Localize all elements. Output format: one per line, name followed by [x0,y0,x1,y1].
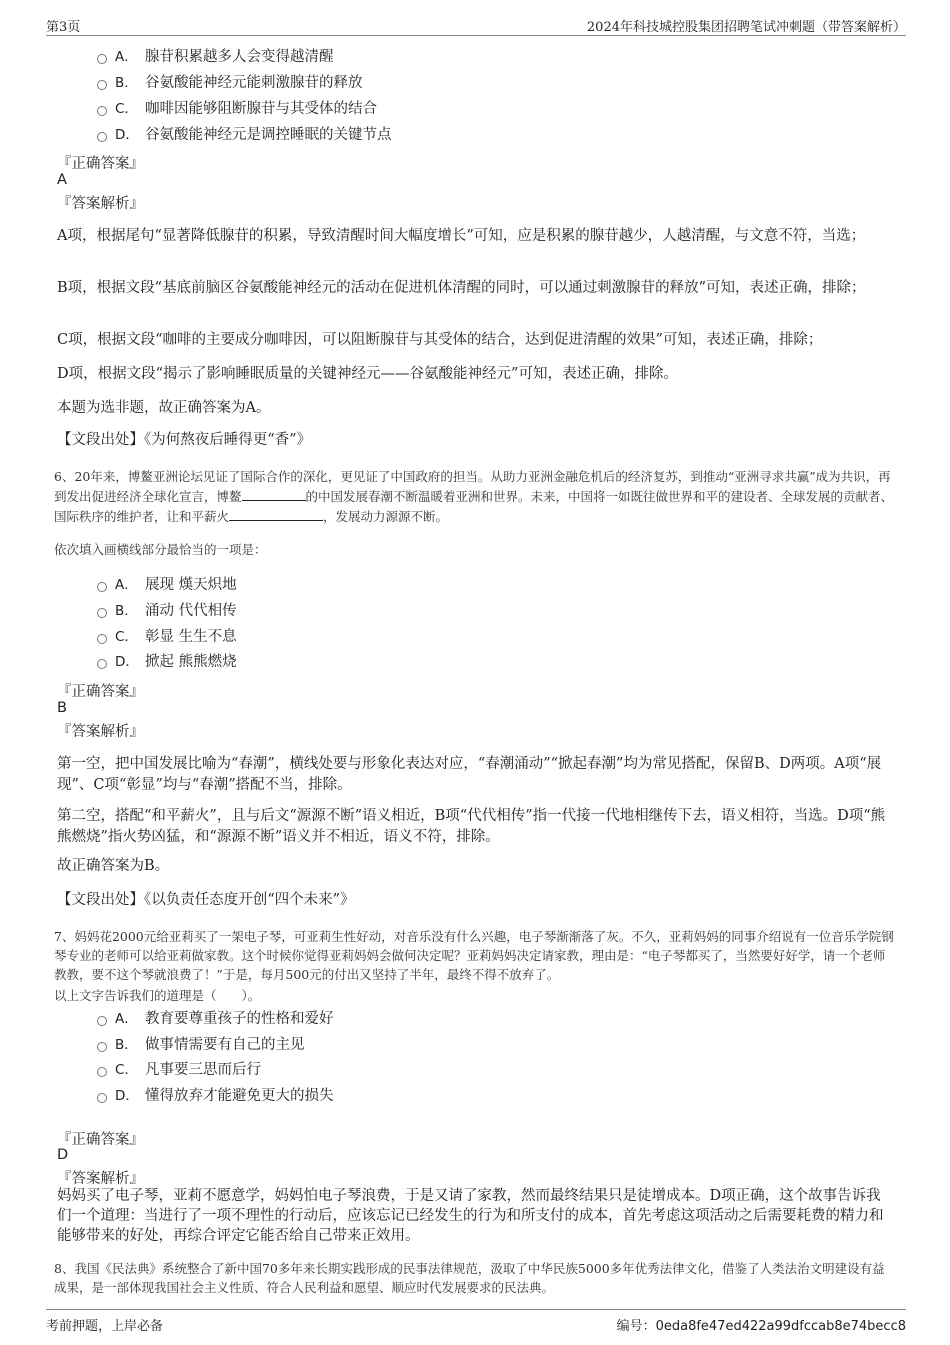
q6-answer: B [57,700,67,716]
radio-icon[interactable] [97,582,107,592]
radio-icon[interactable] [97,1042,107,1052]
q5-option-a[interactable]: A． 腺苷积累越多人会变得越清醒 [97,46,334,68]
radio-icon[interactable] [97,54,107,64]
q7-prompt: 以上文字告诉我们的道理是（ ）。 [54,988,261,1003]
q6-option-a[interactable]: A． 展现 熯天炽地 [97,574,237,596]
q7-option-a[interactable]: A． 教育要尊重孩子的性格和爱好 [97,1008,334,1030]
q7-option-c[interactable]: C． 凡事要三思而后行 [97,1059,261,1081]
footer-motto: 考前押题，上岸必备 [46,1319,164,1334]
q5-option-b[interactable]: B． 谷氨酸能神经元能刺激腺苷的释放 [97,72,363,94]
q5-analysis-c: C项，根据文段“咖啡的主要成分咖啡因，可以阻断腺苷与其受体的结合，达到促进清醒的效果”可知，表述正确，排除； [57,332,823,348]
radio-icon[interactable] [97,634,107,644]
q6-option-c[interactable]: C． 彰显 生生不息 [97,626,237,648]
q5-option-c[interactable]: C． 咖啡因能够阻断腺苷与其受体的结合 [97,98,377,120]
q8-stem: 8、我国《民法典》系统整合了新中国70多年来长期实践形成的民事法律规范，汲取了中华民族5000多年优秀法律文化，借鉴了人类法治文明建设有益成果，是一部体现我国社会主义性质、符合人民利益和愿望、顺应时代发展要求的民法典。 [54,1261,885,1295]
q7-answer-label: 『正确答案』 [57,1132,144,1148]
q7-analysis-label: 『答案解析』 [57,1171,144,1187]
q5-answer: A [57,172,67,188]
q6-conclusion: 故正确答案为B。 [57,858,170,874]
q5-analysis-a: A项，根据尾句“显著降低腺苷的积累，导致清醒时间大幅度增长”可知，应是积累的腺苷越少，人越清醒，与文意不符，当选； [57,228,866,244]
q5-answer-label: 『正确答案』 [57,156,144,172]
q5-analysis-label: 『答案解析』 [57,196,144,212]
page-header [0,0,950,36]
radio-icon[interactable] [97,80,107,90]
q5-analysis-d: D项，根据文段“揭示了影响睡眠质量的关键神经元——谷氨酸能神经元”可知，表述正确，排除。 [57,366,678,382]
q7-option-b[interactable]: B． 做事情需要有自己的主见 [97,1034,305,1056]
q7-answer: D [57,1147,69,1163]
q6-source: 【文段出处】《以负责任态度开创“四个未来”》 [57,892,355,908]
q7-analysis: 妈妈买了电子琴，亚莉不愿意学，妈妈怕电子琴浪费，于是又请了家教，然而最终结果只是徒增成本。D项正确，这个故事告诉我们一个道理：当进行了一项不理性的行动后，应该忘记已经发生的行为和所支付的成本，首先考虑这项活动之后需要耗费的精力和能够带来的好处，再综合评定它能否给自己带来正效用。 [57,1188,884,1244]
q6-analysis-label: 『答案解析』 [57,724,144,740]
document-code: 编号：0eda8fe47ed422a99dfccab8e74becc8 [616,1319,906,1334]
footer-divider [46,1309,906,1310]
radio-icon[interactable] [97,1093,107,1103]
q5-analysis-b: B项，根据文段“基底前脑区谷氨酸能神经元的活动在促进机体清醒的同时，可以通过刺激腺苷的释放”可知，表述正确，排除； [57,280,866,296]
q7-option-d[interactable]: D． 懂得放弃才能避免更大的损失 [97,1085,334,1107]
page-footer [0,1305,950,1345]
q6-answer-label: 『正确答案』 [57,684,144,700]
radio-icon[interactable] [97,132,107,142]
q6-option-b[interactable]: B． 涌动 代代相传 [97,600,237,622]
q5-option-d[interactable]: D． 谷氨酸能神经元是调控睡眠的关键节点 [97,124,392,146]
radio-icon[interactable] [97,659,107,669]
q6-analysis-1: 第一空，把中国发展比喻为“春潮”，横线处要与形象化表达对应，“春潮涌动”“掀起春潮”均为常见搭配，保留B、D两项。A项“展现”、C项“彰显”均与“春潮”搭配不当，排除。 [57,756,882,793]
blank-1 [242,486,306,501]
q7-stem: 7、妈妈花2000元给亚莉买了一架电子琴，可亚莉生性好动，对音乐没有什么兴趣，电子琴渐渐落了灰。不久，亚莉妈妈的同事介绍说有一位音乐学院钢琴专业的老师可以给亚莉做家教。这个时候你觉得亚莉妈妈会做何决定呢？亚莉妈妈决定请家教，理由是：“电子琴都买了，当然要好好学，请一个老师教教，要不这个琴就浪费了！”于是，每月500元的付出又坚持了半年，最终不得不放弃了。 [54,929,894,982]
page-number: 第3页 [46,20,81,35]
q5-source: 【文段出处】《为何熬夜后睡得更“香”》 [57,432,312,448]
q5-conclusion: 本题为选非题，故正确答案为A。 [57,400,271,416]
document-title: 2024年科技城控股集团招聘笔试冲刺题（带答案解析） [586,20,906,35]
radio-icon[interactable] [97,608,107,618]
q6-stem: 6、20年来，博鳌亚洲论坛见证了国际合作的深化，更见证了中国政府的担当。从助力亚洲金融危机后的经济复苏，到推动“亚洲寻求共赢”成为共识，再到发出促进经济全球化宣言，博鳌 的中国发展春潮不断温暖着亚洲和世界。未来，中国将一如既往做世界和平的建设者、全球发展的贡献者、国际秩序的维护者，让和平薪火 ，发展动力源源不断。 [54,469,894,524]
q6-prompt: 依次填入画横线部分最恰当的一项是： [54,542,267,557]
radio-icon[interactable] [97,1067,107,1077]
radio-icon[interactable] [97,1016,107,1026]
radio-icon[interactable] [97,106,107,116]
q6-analysis-2: 第二空，搭配“和平薪火”，且与后文“源源不断”语义相近，B项“代代相传”指一代接一代地相继传下去，语义相符，当选。D项“熊熊燃烧”指火势凶猛，和“源源不断”语义并不相近，语义不符，排除。 [57,808,886,845]
blank-2 [229,506,323,521]
header-divider [46,35,906,36]
q6-option-d[interactable]: D． 掀起 熊熊燃烧 [97,651,237,673]
